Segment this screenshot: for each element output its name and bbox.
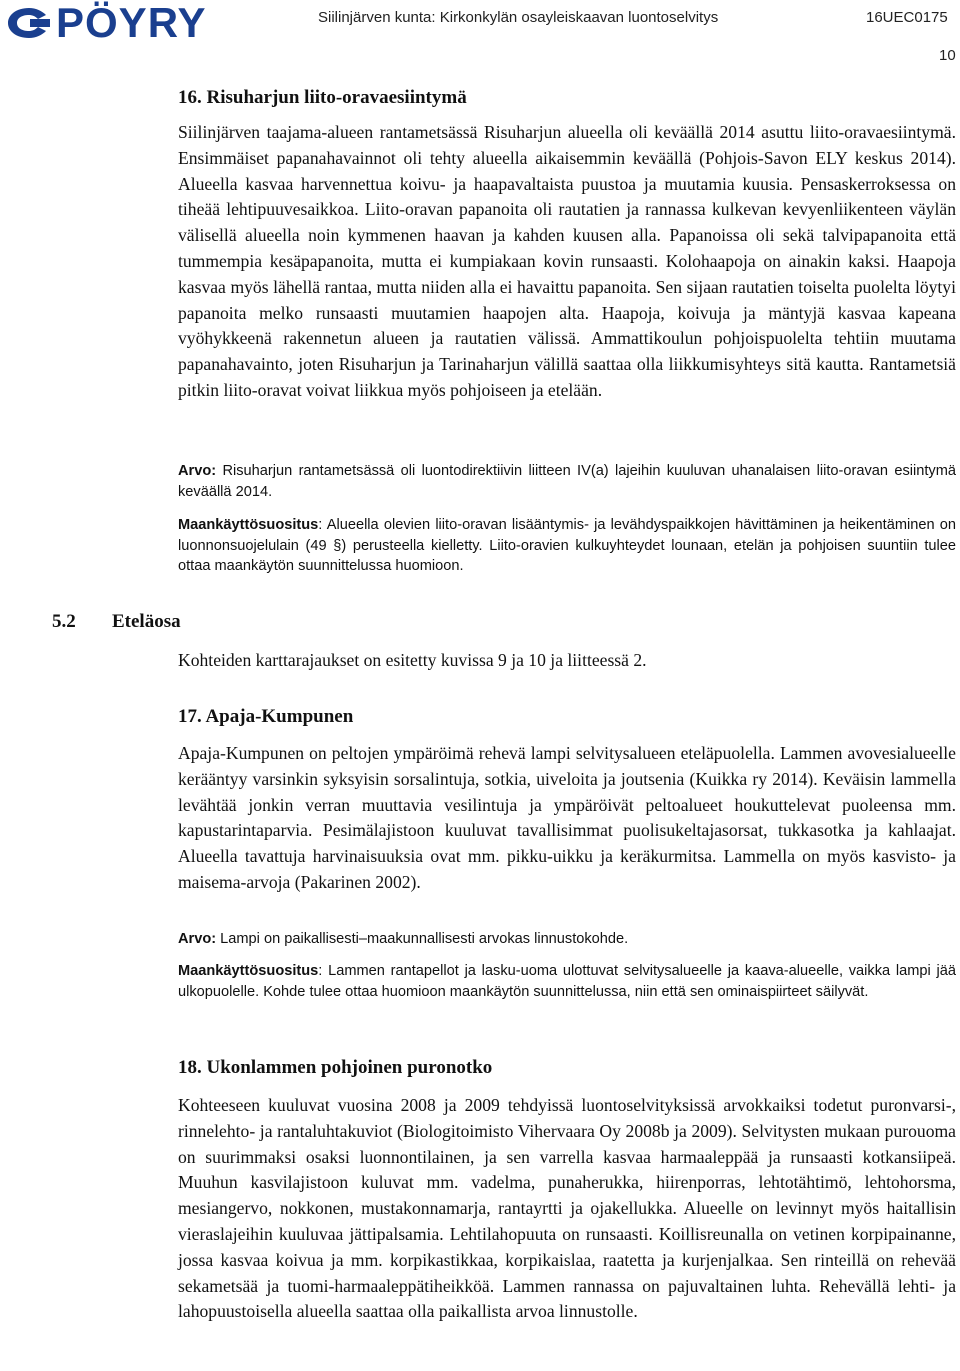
section-16-body: Siilinjärven taajama-alueen rantametsässä Risuharjun alueella oli keväällä 2014 asuttu liito-oravaesiintymä. Ensimmäiset papanahavainnot oli tehty alueella aikaisemmin keväällä (Pohjois-Savon ELY keskus 2014). Alueella kasvaa harvennettua koivu- ja haapavaltaista puustoa ja muutamia kuusia. Pensaskerroksessa on tiheää lehtipuuvesaikkoa. Liito-oravan papanoita oli rautatien ja rannassa kulkevan kevyenliikenteen väylän välisellä alueella noin kymmenen haavan ja kahden kuusen alla. Papanoissa oli sekä talvipapanoita että tummempia kesäpapanoita, mutta ei kumpiakaan kovin runsaasti. Kolohaapoja on ainakin kaksi. Haapoja kasvaa myös lähellä rantaa, mutta niiden alla ei havaittu papanoita. Sen sijaan rautatien toiselta puolelta löytyi papanoita melko runsaasti muutamien haapojen alta. Haapoja, koivuja ja mäntyjä kasvaa kapeana vyöhykkeenä rakennetun alueen ja rautatien välissä. Ammattikoulun pohjoispuolelta tehtiin muutama papanahavainto, joten Risuharjun ja Tarinaharjun välillä saattaa olla liikkumisyhteys sitä kautta. Rantametsiä pitkin liito-oravat voivat liikkua myös pohjoiseen ja etelään.: [178, 122, 956, 400]
section-17-heading: 17. Apaja-Kumpunen: [178, 706, 354, 727]
maankayttosuositus-label: Maankäyttösuositus: [178, 963, 319, 979]
page-header: [0, 0, 960, 46]
arvo-text: Risuharjun rantametsässä oli luontodirektiivin liitteen IV(a) lajeihin kuuluvan uhanalaisen liito-oravan esiintymä keväällä 2014.: [178, 463, 956, 500]
section-18-body: Kohteeseen kuuluvat vuosina 2008 ja 2009 tehdyissä luontoselvityksissä arvokkaiksi todetut puronvarsi-, rinnelehto- ja rantaluhtakuviot (Biologitoimisto Vihervaara Oy 2008b ja 2009). Selvitysten mukaan purouoma on suurimmaksi osaksi luonnontilainen, ja sen varrella kasvaa harmaaleppää ja runsaasti kotkansiipeä. Muuhun kasvilajistoon kuluvat mm. vadelma, punaherukka, hiirenporras, lehtotähtimö, lehtohorsma, mesiangervo, nokkonen, mustakonnamarja, rantayrtti ja ojakellukka. Alueelle on levinnyt myös haitallisin vieraslajeihin kuuluvaa jättipalsamia. Lehtilahopuuta on runsaasti. Koillisreunalla on vetinen korpipainanne, jossa kasvaa koivua ja mm. korpikastikkaa, korpikaislaa, raatetta ja kurjenjalkaa. Sen rinteillä on rehevää sekametsää ja tuomi-harmaaleppätiheikköä. Lammen rannassa on pajuvaltainen luhta. Rehevällä lehti- ja lahopuustoisella alueella saattaa olla paikallista arvoa linnustolle.: [178, 1095, 956, 1322]
section-17-arvo: [178, 929, 956, 950]
arvo-label: Arvo:: [178, 463, 217, 479]
maankayttosuositus-text: : Alueella olevien liito-oravan lisääntymis- ja levähdyspaikkojen hävittäminen ja heikentäminen on luonnonsuojelulain (49 §) perusteella kielletty. Liito-oravien kulkuyhteydet lounaan, etelän ja pohjoisen suuntiin tulee ottaa maankäytön suunnittelussa huomioon.: [178, 517, 956, 575]
document-code: 16UEC0175: [866, 9, 948, 26]
section-18-heading: 18. Ukonlammen pohjoinen puronotko: [178, 1057, 493, 1078]
maankayttosuositus-text: : Lammen rantapellot ja lasku-uoma ulottuvat selvitysalueelle ja kaava-alueelle, vaikka lampi jää ulkopuolelle. Kohde tulee ottaa huomioon maankäytön suunnittelussa, niin että sen ominaispiirteet säilyvät.: [178, 963, 956, 1000]
section-16-maankayttosuositus: [178, 515, 956, 577]
section-16-arvo: [178, 461, 956, 502]
section-17-body: Apaja-Kumpunen on peltojen ympäröimä rehevä lampi selvitysalueen eteläpuolella. Lammen avovesialueelle kerääntyy varsinkin syksyisin sorsalintuja, sotkia, uiveloita ja joutsenia (Kuikka ry 2014). Keväisin lammella levähtää jonkin verran muuttavia vesilintuja ja ympäröivät peltoalueet houkuttelevat puoleensa mm. kapustarintaparvia. Pesimälajistoon kuuluvat tavallisimmat puolisukeltajasorsat, tukkasotka ja kahlaajat. Alueella tavattuja harvinaisuuksia ovat mm. pikku-uikku ja keräkurmitsa. Lammella on myös kasvisto- ja maisema-arvoja (Pakarinen 2002).: [178, 743, 956, 892]
subsection-intro: Kohteiden karttarajaukset on esitetty kuvissa 9 ja 10 ja liitteessä 2.: [178, 650, 647, 670]
company-logo: [6, 0, 246, 46]
logo-wordmark: PÖYRY: [56, 0, 207, 46]
section-17-maankayttosuositus: [178, 961, 956, 1002]
subsection-number: 5.2: [52, 611, 76, 632]
subsection-title: Eteläosa: [112, 611, 181, 632]
subsection-heading: [52, 611, 181, 633]
page-number: 10: [939, 47, 956, 64]
maankayttosuositus-label: Maankäyttösuositus: [178, 517, 319, 533]
arvo-text: Lampi on paikallisesti–maakunnallisesti arvokas linnustokohde.: [216, 931, 629, 947]
document-title: Siilinjärven kunta: Kirkonkylän osayleiskaavan luontoselvitys: [318, 9, 719, 26]
section-16-heading: 16. Risuharjun liito-oravaesiintymä: [178, 87, 467, 108]
logo-swirl-icon: [6, 6, 52, 40]
arvo-label: Arvo:: [178, 931, 217, 947]
